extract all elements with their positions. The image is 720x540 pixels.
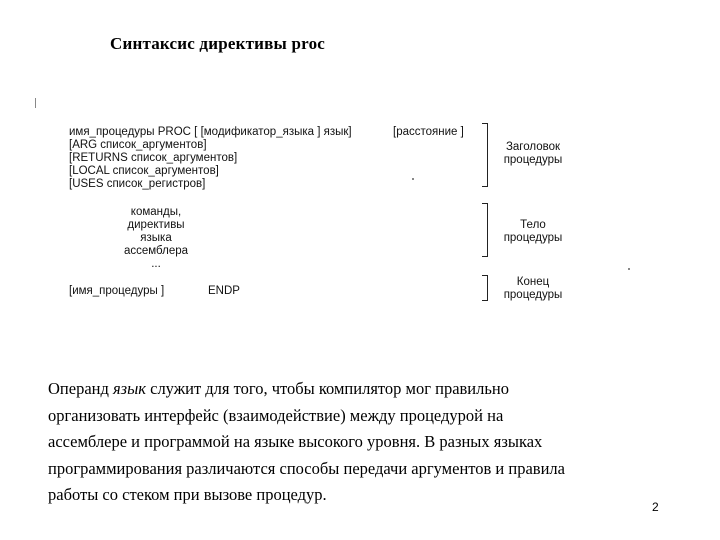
end-bracket <box>482 275 488 301</box>
language-term: язык <box>113 379 146 398</box>
header-line: [USES список_регистров] <box>69 178 206 190</box>
body-label: Тело <box>520 219 546 231</box>
header-line: имя_процедуры PROC [ [модификатор_языка ] язык] <box>69 126 352 138</box>
paragraph-prefix: Операнд <box>48 379 113 398</box>
header-label: процедуры <box>503 154 563 166</box>
scan-mark <box>35 98 36 108</box>
body-line: языка <box>140 232 172 244</box>
end-label: Конец <box>516 276 550 288</box>
header-line: [RETURNS список_аргументов] <box>69 152 238 164</box>
body-line: ... <box>151 258 161 270</box>
body-line: команды, <box>130 206 182 218</box>
paragraph-rest: служит для того, чтобы компилятор мог правильно <box>146 379 509 398</box>
header-bracket <box>482 123 488 187</box>
page-number: 2 <box>652 500 659 514</box>
paragraph-line: программирования различаются способы передачи аргументов и правила <box>48 458 565 478</box>
paragraph-line: организовать интерфейс (взаимодействие) между процедурой на <box>48 405 504 425</box>
scan-mark <box>412 178 414 180</box>
body-bracket <box>482 203 488 257</box>
body-line: ассемблера <box>123 245 189 257</box>
endp-keyword: ENDP <box>208 285 240 297</box>
distance-option: [расстояние ] <box>393 126 464 138</box>
body-line: директивы <box>127 219 185 231</box>
paragraph-line <box>48 376 688 403</box>
end-label: процедуры <box>503 289 563 301</box>
scan-mark <box>628 268 630 270</box>
paragraph-line: работы со стеком при вызове процедур. <box>48 485 327 504</box>
body-label: процедуры <box>503 232 563 244</box>
header-label: Заголовок <box>505 141 561 153</box>
paragraph-line: ассемблере и программой на языке высокого уровня. В разных языках <box>48 432 543 451</box>
end-name: [имя_процедуры ] <box>69 285 165 297</box>
header-line: [ARG список_аргументов] <box>69 139 207 151</box>
explanation-paragraph <box>48 376 688 509</box>
slide-title: Синтаксис директивы proc <box>110 34 326 53</box>
header-line: [LOCAL список_аргументов] <box>69 165 219 177</box>
